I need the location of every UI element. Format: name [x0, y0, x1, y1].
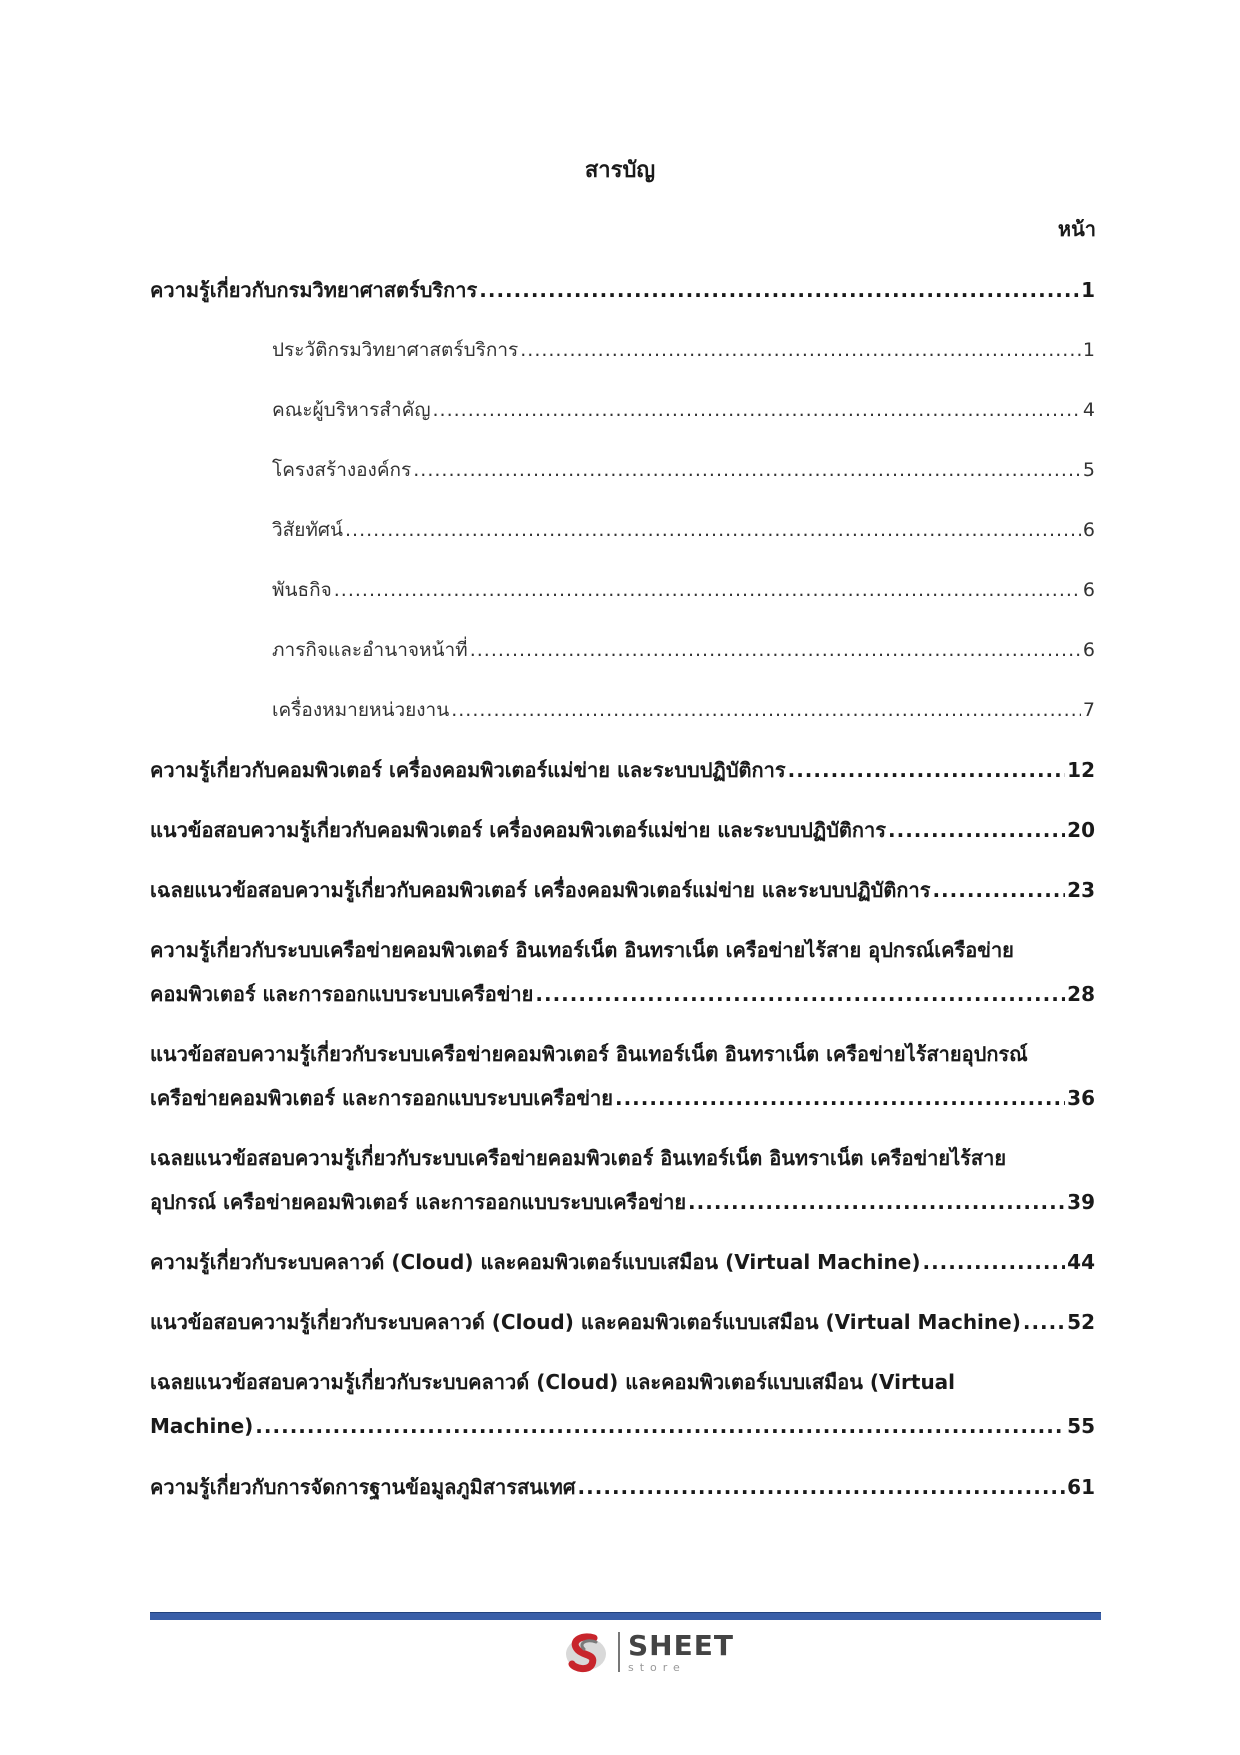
toc-entry-text-line1: แนวข้อสอบความรู้เกี่ยวกับระบบเครือข่ายคอมพิวเตอร์ อินเทอร์เน็ต อินทราเน็ต เครือข่ายไร้สายอุปกรณ์ — [150, 1042, 1028, 1066]
toc-entry-text: ความรู้เกี่ยวกับการจัดการฐานข้อมูลภูมิสารสนเทศ — [150, 1475, 576, 1499]
toc-entry-page: 23 — [1067, 878, 1095, 902]
toc-entry-text: คอมพิวเตอร์ และการออกแบบระบบเครือข่าย — [150, 982, 534, 1006]
toc-entry-page: 61 — [1067, 1475, 1095, 1499]
toc-entry-text: โครงสร้างองค์กร — [272, 459, 412, 481]
dot-leader — [470, 628, 1081, 672]
dot-leader — [334, 568, 1081, 612]
toc-entry-text: เครือข่ายคอมพิวเตอร์ และการออกแบบระบบเครือข่าย — [150, 1086, 613, 1110]
dot-leader — [345, 508, 1081, 552]
dot-leader — [922, 1240, 1065, 1284]
dot-leader — [520, 328, 1081, 372]
toc-entry[interactable] — [150, 868, 1095, 912]
toc-entry-page: 6 — [1082, 639, 1095, 661]
dot-leader — [888, 808, 1065, 852]
toc-subentry[interactable] — [272, 688, 1095, 732]
toc-entry[interactable] — [150, 1465, 1095, 1509]
dot-leader — [932, 868, 1065, 912]
toc-subentry[interactable] — [272, 448, 1095, 492]
toc-entry-text: แนวข้อสอบความรู้เกี่ยวกับระบบคลาวด์ (Cloud) และคอมพิวเตอร์แบบเสมือน (Virtual Machine) — [150, 1310, 1021, 1334]
dot-leader — [615, 1076, 1065, 1120]
toc-subentry[interactable] — [272, 568, 1095, 612]
toc-entry-page: 20 — [1067, 818, 1095, 842]
sheet-store-logo — [562, 1628, 734, 1676]
dot-leader — [255, 1404, 1065, 1448]
logo-brand-sub: store — [628, 1660, 686, 1674]
toc-entry-page: 12 — [1067, 758, 1095, 782]
toc-entry[interactable] — [150, 1032, 1095, 1120]
toc-entry-page: 6 — [1082, 519, 1095, 541]
toc-subentry[interactable] — [272, 628, 1095, 672]
toc-entry-text: คณะผู้บริหารสำคัญ — [272, 399, 431, 421]
toc-entry-page: 1 — [1082, 339, 1095, 361]
toc-entry[interactable] — [150, 1240, 1095, 1284]
footer-divider — [150, 1612, 1101, 1620]
toc-subentry[interactable] — [272, 388, 1095, 432]
dot-leader — [1023, 1300, 1065, 1344]
dot-leader — [578, 1465, 1066, 1509]
toc-entry[interactable] — [150, 268, 1095, 312]
toc-entry-page: 5 — [1082, 459, 1095, 481]
toc-entry-page: 39 — [1067, 1190, 1095, 1214]
toc-entry-text: พันธกิจ — [272, 579, 332, 601]
toc-entry[interactable] — [150, 928, 1095, 1016]
toc-entry-page: 4 — [1082, 399, 1095, 421]
dot-leader — [451, 688, 1081, 732]
toc-entry-page: 1 — [1081, 278, 1095, 302]
toc-entry-text: Machine) — [150, 1414, 254, 1438]
page-column-label: หน้า — [1057, 217, 1096, 241]
toc-entry-text: ภารกิจและอำนาจหน้าที่ — [272, 639, 468, 661]
toc-entry-page: 36 — [1067, 1086, 1095, 1110]
dot-leader — [413, 448, 1081, 492]
toc-entry-text: ความรู้เกี่ยวกับคอมพิวเตอร์ เครื่องคอมพิวเตอร์แม่ข่าย และระบบปฏิบัติการ — [150, 758, 786, 782]
toc-entry-text: ความรู้เกี่ยวกับระบบคลาวด์ (Cloud) และคอมพิวเตอร์แบบเสมือน (Virtual Machine) — [150, 1250, 921, 1274]
toc-entry-text: ความรู้เกี่ยวกับกรมวิทยาศาสตร์บริการ — [150, 278, 478, 302]
logo-text — [628, 1628, 734, 1674]
toc-entry[interactable] — [150, 808, 1095, 852]
toc-entry-text: ประวัติกรมวิทยาศาสตร์บริการ — [272, 339, 519, 361]
toc-subentry[interactable] — [272, 508, 1095, 552]
toc-entry-page: 28 — [1067, 982, 1095, 1006]
toc-entry-page: 6 — [1082, 579, 1095, 601]
dot-leader — [688, 1180, 1065, 1224]
toc-entry-page: 44 — [1067, 1250, 1095, 1274]
toc-entry-text: อุปกรณ์ เครือข่ายคอมพิวเตอร์ และการออกแบบระบบเครือข่าย — [150, 1190, 687, 1214]
toc-entry-text: แนวข้อสอบความรู้เกี่ยวกับคอมพิวเตอร์ เครื่องคอมพิวเตอร์แม่ข่าย และระบบปฏิบัติการ — [150, 818, 886, 842]
sheet-store-logo-icon — [562, 1628, 610, 1676]
toc-entry[interactable] — [150, 1300, 1095, 1344]
dot-leader — [535, 972, 1065, 1016]
toc-entry[interactable] — [150, 748, 1095, 792]
toc-entry-page: 52 — [1067, 1310, 1095, 1334]
toc-entry-text: วิสัยทัศน์ — [272, 519, 343, 541]
toc-entry-page: 7 — [1082, 699, 1095, 721]
logo-brand: SHEET — [628, 1628, 734, 1662]
toc-subentry[interactable] — [272, 328, 1095, 372]
toc-entry-text-line1: ความรู้เกี่ยวกับระบบเครือข่ายคอมพิวเตอร์ อินเทอร์เน็ต อินทราเน็ต เครือข่ายไร้สาย อุปกรณ์เครือข่าย — [150, 938, 1014, 962]
page-title: สารบัญ — [584, 158, 656, 183]
toc-entry[interactable] — [150, 1360, 1095, 1448]
toc-entry-text: เฉลยแนวข้อสอบความรู้เกี่ยวกับคอมพิวเตอร์ เครื่องคอมพิวเตอร์แม่ข่าย และระบบปฏิบัติการ — [150, 878, 931, 902]
dot-leader — [788, 748, 1066, 792]
toc-entry-text-line1: เฉลยแนวข้อสอบความรู้เกี่ยวกับระบบคลาวด์ (Cloud) และคอมพิวเตอร์แบบเสมือน (Virtual — [150, 1370, 956, 1394]
dot-leader — [479, 268, 1079, 312]
toc-entry-text-line1: เฉลยแนวข้อสอบความรู้เกี่ยวกับระบบเครือข่ายคอมพิวเตอร์ อินเทอร์เน็ต อินทราเน็ต เครือข่ายไร้สาย — [150, 1146, 1007, 1170]
logo-separator — [618, 1632, 620, 1672]
toc-entry-text: เครื่องหมายหน่วยงาน — [272, 699, 450, 721]
toc-entry[interactable] — [150, 1136, 1095, 1224]
dot-leader — [433, 388, 1081, 432]
toc-entry-page: 55 — [1067, 1414, 1095, 1438]
